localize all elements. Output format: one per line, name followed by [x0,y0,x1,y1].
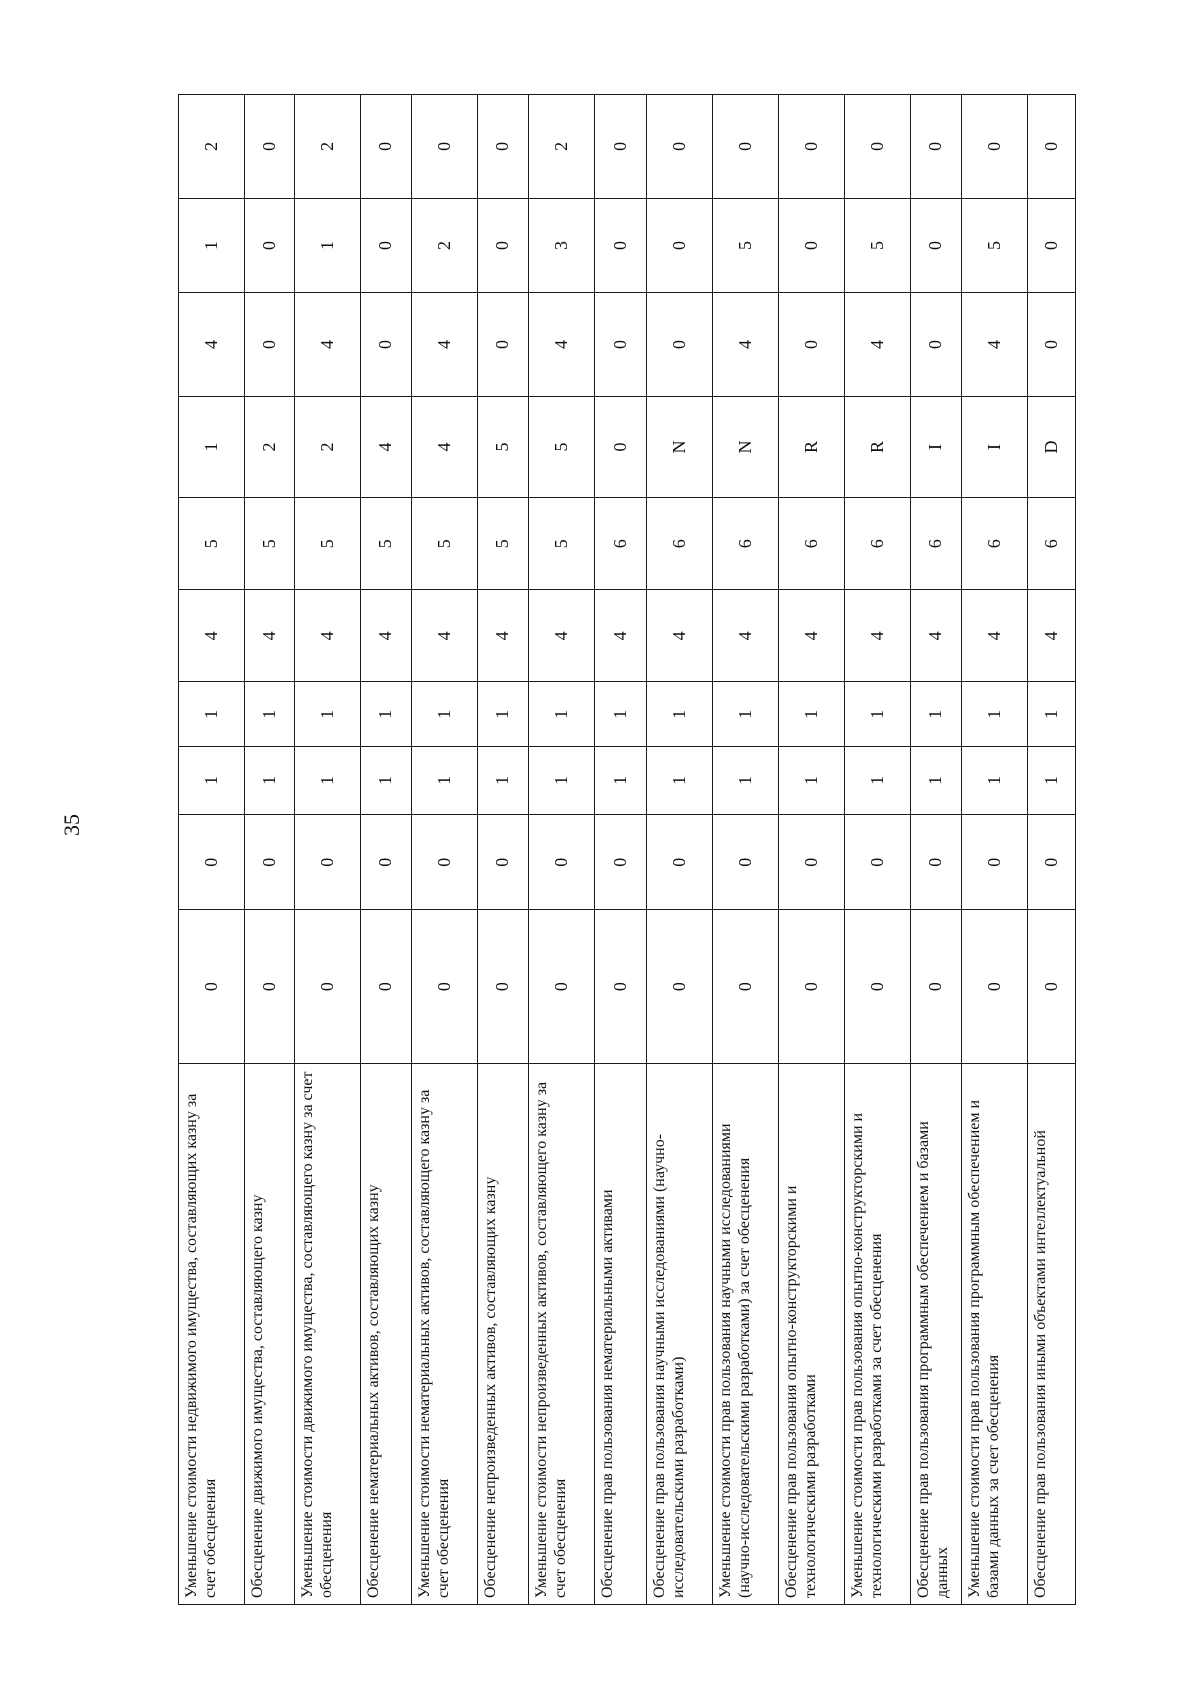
code-digit-cell: 1 [245,682,295,747]
code-digit-cell: 1 [361,682,412,747]
code-digit-cell: 1 [478,682,529,747]
code-digit-cell: 0 [779,814,845,910]
table-row [478,95,529,1605]
code-digit-cell: N [713,396,779,497]
code-digit-cell: 5 [179,498,245,590]
code-digit-cell: 2 [295,396,361,497]
code-digit-cell: 1 [911,682,962,747]
table-row [361,95,412,1605]
code-digit-cell: 0 [1028,95,1076,199]
code-digit-cell: 0 [478,198,529,292]
account-name-cell: Уменьшение стоимости недвижимого имущества, составляющих казну за счет обесценения [179,1063,245,1604]
account-name-cell: Обесценение прав пользования опытно-конструкторскими и технологическими разработками [779,1063,845,1604]
page-number: 35 [59,814,84,836]
code-digit-cell: 4 [295,590,361,682]
account-name-cell: Уменьшение стоимости прав пользования научными исследованиями (научно-исследовательскими разработками) за счет обесценения [713,1063,779,1604]
account-name-cell: Обесценение прав пользования иными объектами интеллектуальной [1028,1063,1076,1604]
code-digit-cell: 0 [361,293,412,397]
code-digit-cell: 4 [295,293,361,397]
code-digit-cell: 5 [478,498,529,590]
table-row [911,95,962,1605]
code-digit-cell: 0 [245,95,295,199]
code-digit-cell: 0 [779,910,845,1063]
code-digit-cell: 6 [911,498,962,590]
code-digit-cell: 2 [529,95,595,199]
account-name-cell: Обесценение непроизведенных активов, составляющих казну [478,1063,529,1604]
code-digit-cell: 4 [179,293,245,397]
code-digit-cell: 4 [713,293,779,397]
account-name-cell: Обесценение прав пользования программным обеспечением и базами данных [911,1063,962,1604]
table-row [295,95,361,1605]
account-name-cell: Обесценение нематериальных активов, составляющих казну [361,1063,412,1604]
code-digit-cell: 0 [595,198,647,292]
code-digit-cell: 1 [529,682,595,747]
code-digit-cell: 4 [361,396,412,497]
code-digit-cell: 4 [779,590,845,682]
code-digit-cell: 0 [779,198,845,292]
code-digit-cell: 0 [779,95,845,199]
code-digit-cell: 0 [962,814,1028,910]
code-digit-cell: 1 [245,746,295,814]
code-digit-cell: 0 [647,198,713,292]
code-digit-cell: 0 [713,910,779,1063]
code-digit-cell: 2 [245,396,295,497]
code-digit-cell: 5 [295,498,361,590]
code-digit-cell: 5 [245,498,295,590]
code-digit-cell: 1 [713,682,779,747]
code-digit-cell: 5 [412,498,478,590]
table-row [647,95,713,1605]
code-digit-cell: 0 [1028,293,1076,397]
code-digit-cell: 1 [179,198,245,292]
code-digit-cell: 0 [779,293,845,397]
code-digit-cell: I [911,396,962,497]
code-digit-cell: 2 [179,95,245,199]
code-digit-cell: 0 [595,910,647,1063]
code-digit-cell: 1 [412,746,478,814]
code-digit-cell: 0 [911,293,962,397]
table-row [412,95,478,1605]
code-digit-cell: 0 [647,293,713,397]
code-digit-cell: 0 [478,910,529,1063]
code-digit-cell: 0 [412,95,478,199]
code-digit-cell: 1 [179,396,245,497]
table-row [779,95,845,1605]
code-digit-cell: 0 [595,293,647,397]
code-digit-cell: 2 [295,95,361,199]
code-digit-cell: 1 [179,746,245,814]
code-digit-cell: 0 [647,910,713,1063]
code-digit-cell: 1 [647,746,713,814]
table-row [179,95,245,1605]
code-digit-cell: 4 [713,590,779,682]
code-digit-cell: 5 [361,498,412,590]
code-digit-cell: 6 [647,498,713,590]
code-digit-cell: 0 [245,198,295,292]
account-name-cell: Обесценение прав пользования научными исследованиями (научно-исследовательскими разработками) [647,1063,713,1604]
code-digit-cell: 1 [295,746,361,814]
code-digit-cell: 0 [361,910,412,1063]
code-digit-cell: 0 [845,814,911,910]
accounts-table [178,94,1076,1605]
code-digit-cell: 0 [412,814,478,910]
code-digit-cell: 1 [529,746,595,814]
table-row [245,95,295,1605]
code-digit-cell: R [779,396,845,497]
code-digit-cell: 4 [962,590,1028,682]
accounts-table-container [178,94,1075,1605]
code-digit-cell: 4 [845,590,911,682]
code-digit-cell: 4 [1028,590,1076,682]
code-digit-cell: I [962,396,1028,497]
code-digit-cell: 1 [595,682,647,747]
code-digit-cell: 0 [595,814,647,910]
code-digit-cell: 0 [845,910,911,1063]
code-digit-cell: 0 [412,910,478,1063]
table-body [179,95,1076,1605]
code-digit-cell: 4 [647,590,713,682]
code-digit-cell: 1 [962,746,1028,814]
code-digit-cell: 0 [245,293,295,397]
code-digit-cell: 1 [779,682,845,747]
code-digit-cell: 0 [245,910,295,1063]
account-name-cell: Уменьшение стоимости прав пользования программным обеспечением и базами данных за счет обесценения [962,1063,1028,1604]
code-digit-cell: 4 [962,293,1028,397]
code-digit-cell: 0 [595,396,647,497]
code-digit-cell: 0 [361,198,412,292]
code-digit-cell: 4 [412,590,478,682]
code-digit-cell: 1 [1028,746,1076,814]
code-digit-cell: 1 [647,682,713,747]
code-digit-cell: 0 [647,814,713,910]
table-row [845,95,911,1605]
code-digit-cell: 0 [647,95,713,199]
code-digit-cell: 0 [1028,910,1076,1063]
code-digit-cell: 5 [529,498,595,590]
code-digit-cell: 1 [1028,682,1076,747]
code-digit-cell: R [845,396,911,497]
code-digit-cell: 4 [595,590,647,682]
code-digit-cell: 3 [529,198,595,292]
account-name-cell: Уменьшение стоимости движимого имущества, составляющего казну за счет обесценения [295,1063,361,1604]
code-digit-cell: 4 [478,590,529,682]
code-digit-cell: 0 [361,95,412,199]
code-digit-cell: 4 [845,293,911,397]
code-digit-cell: 6 [595,498,647,590]
code-digit-cell: 4 [245,590,295,682]
code-digit-cell: 1 [179,682,245,747]
code-digit-cell: 0 [713,814,779,910]
code-digit-cell: 6 [845,498,911,590]
code-digit-cell: 4 [911,590,962,682]
code-digit-cell: 0 [179,910,245,1063]
code-digit-cell: 2 [412,198,478,292]
account-name-cell: Обесценение движимого имущества, составляющего казну [245,1063,295,1604]
code-digit-cell: 0 [295,910,361,1063]
account-name-cell: Уменьшение стоимости нематериальных активов, составляющего казну за счет обесценения [412,1063,478,1604]
code-digit-cell: 0 [529,814,595,910]
code-digit-cell: 1 [595,746,647,814]
code-digit-cell: 1 [295,682,361,747]
code-digit-cell: 0 [713,95,779,199]
table-row [1028,95,1076,1605]
code-digit-cell: 1 [713,746,779,814]
code-digit-cell: 5 [478,396,529,497]
code-digit-cell: 0 [179,814,245,910]
code-digit-cell: 5 [713,198,779,292]
code-digit-cell: 5 [962,198,1028,292]
code-digit-cell: 0 [529,910,595,1063]
table-row [529,95,595,1605]
table-row [962,95,1028,1605]
code-digit-cell: 1 [412,682,478,747]
code-digit-cell: 0 [911,95,962,199]
code-digit-cell: 4 [179,590,245,682]
code-digit-cell: 1 [361,746,412,814]
code-digit-cell: 0 [478,814,529,910]
code-digit-cell: 1 [845,682,911,747]
code-digit-cell: 6 [1028,498,1076,590]
code-digit-cell: 4 [361,590,412,682]
code-digit-cell: 0 [911,910,962,1063]
account-name-cell: Уменьшение стоимости непроизведенных активов, составляющего казну за счет обесценения [529,1063,595,1604]
code-digit-cell: 0 [1028,814,1076,910]
code-digit-cell: 6 [779,498,845,590]
code-digit-cell: 0 [1028,198,1076,292]
code-digit-cell: 5 [845,198,911,292]
code-digit-cell: 4 [529,293,595,397]
code-digit-cell: 4 [412,293,478,397]
code-digit-cell: 0 [478,293,529,397]
code-digit-cell: 6 [713,498,779,590]
code-digit-cell: 0 [361,814,412,910]
code-digit-cell: 4 [529,590,595,682]
code-digit-cell: D [1028,396,1076,497]
code-digit-cell: 1 [295,198,361,292]
code-digit-cell: 1 [962,682,1028,747]
code-digit-cell: 0 [295,814,361,910]
code-digit-cell: 0 [962,910,1028,1063]
code-digit-cell: 5 [529,396,595,497]
table-row [713,95,779,1605]
code-digit-cell: 0 [962,95,1028,199]
code-digit-cell: 1 [779,746,845,814]
code-digit-cell: 0 [911,814,962,910]
code-digit-cell: 0 [478,95,529,199]
account-name-cell: Обесценение прав пользования нематериальными активами [595,1063,647,1604]
code-digit-cell: 1 [845,746,911,814]
code-digit-cell: 0 [845,95,911,199]
code-digit-cell: 1 [911,746,962,814]
table-row [595,95,647,1605]
code-digit-cell: 1 [478,746,529,814]
code-digit-cell: 4 [412,396,478,497]
account-name-cell: Уменьшение стоимости прав пользования опытно-конструкторскими и технологическими разработками за счет обесценения [845,1063,911,1604]
code-digit-cell: 6 [962,498,1028,590]
code-digit-cell: 0 [245,814,295,910]
code-digit-cell: N [647,396,713,497]
code-digit-cell: 0 [595,95,647,199]
code-digit-cell: 0 [911,198,962,292]
